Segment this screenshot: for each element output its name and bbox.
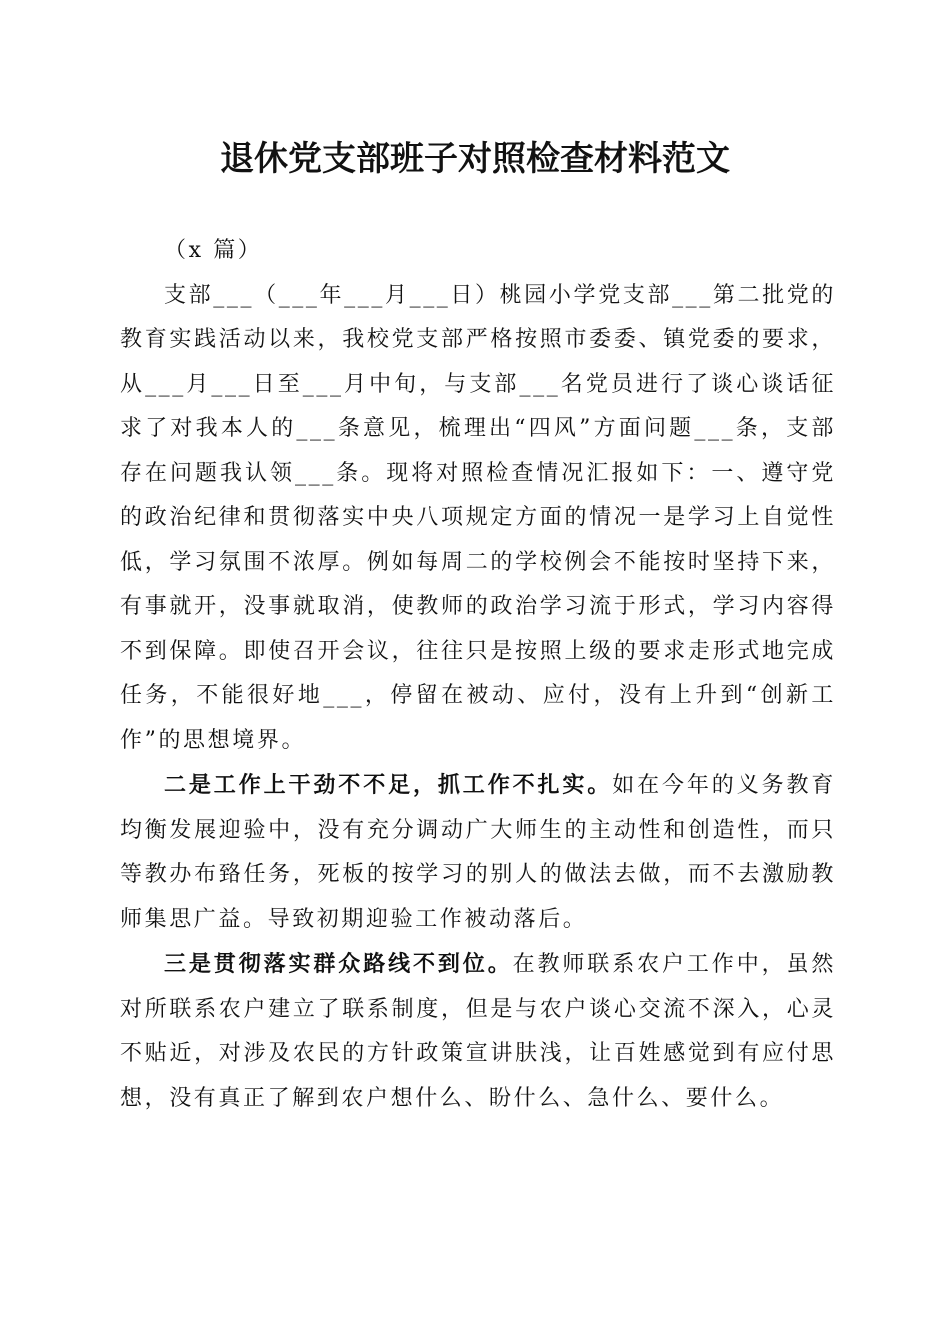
document-title: 退休党支部班子对照检查材料范文 xyxy=(220,139,730,179)
paragraph-2 xyxy=(120,763,836,942)
document-body xyxy=(120,229,836,1121)
paragraph-2-text: 如在今年的义务教育均衡发展迎验中，没有充分调动广大师生的主动性和创造性，而只等教办布臵任务，死板的按学习的别人的做法去做，而不去激励教师集思广益。导致初期迎验工作被动落后。 xyxy=(120,773,836,932)
paragraph-1 xyxy=(120,274,836,764)
paragraph-3 xyxy=(120,942,836,1121)
paragraph-2-lead: 二是工作上干劲不不足，抓工作不扎实。 xyxy=(164,772,613,798)
paragraph-1-text: 支部___（___年___月___日）桃园小学党支部___第二批党的教育实践活动以来，我校党支部严格按照市委委、镇党委的要求，从___月___日至___月中旬，与支部___名党员进行了谈心谈话征求了对我本人的___条意见，梳理出“四风”方面问题___条，支部存在问题我认领___条。现将对照检查情况汇报如下：一、遵守党的政治纪律和贯彻落实中央八项规定方面的情况一是学习上自觉性低，学习氛围不浓厚。例如每周二的学校例会不能按时坚持下来，有事就开，没事就取消，使教师的政治学习流于形式，学习内容得不到保障。即使召开会议，往往只是按照上级的要求走形式地完成任务，不能很好地___，停留在被动、应付，没有上升到“创新工作”的思想境界。 xyxy=(120,282,836,753)
subtitle: （x 篇） xyxy=(164,238,263,263)
paragraph-3-lead: 三是贯彻落实群众路线不到位。 xyxy=(164,951,513,977)
paragraph-3-text: 在教师联系农户工作中，虽然对所联系农户建立了联系制度，但是与农户谈心交流不深入，心灵不贴近，对涉及农民的方针政策宣讲肤浅，让百姓感觉到有应付思想，没有真正了解到农户想什么、盼什么、急什么、要什么。 xyxy=(120,952,836,1111)
